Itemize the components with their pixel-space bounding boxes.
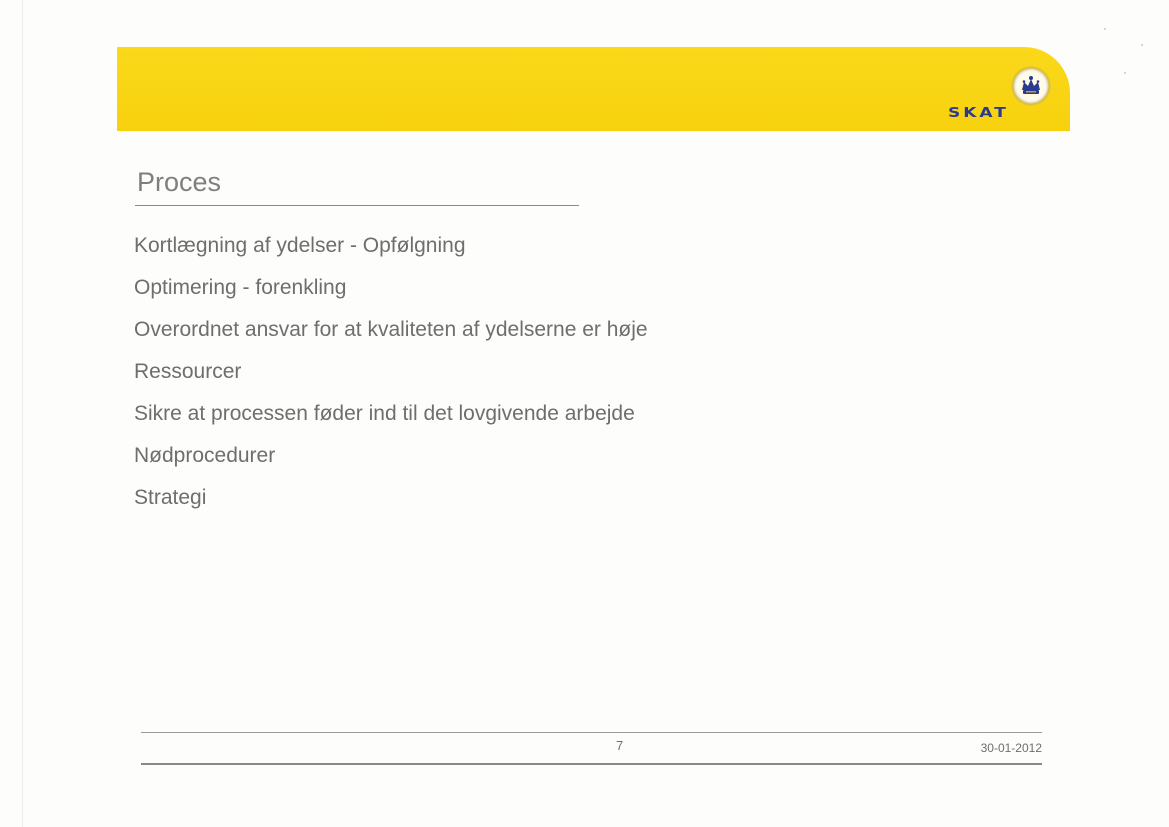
list-item: Sikre at processen føder ind til det lovgivende arbejde xyxy=(134,402,635,425)
page-number: 7 xyxy=(616,738,624,753)
list-item: Kortlægning af ydelser - Opfølgning xyxy=(134,234,466,257)
page-edge-shadow xyxy=(22,0,23,827)
scan-speck xyxy=(1104,28,1106,30)
crown-icon xyxy=(1011,66,1051,106)
slide-title: Proces xyxy=(137,167,222,197)
list-item: Optimering - forenkling xyxy=(134,276,347,299)
footer-top-rule xyxy=(141,732,1042,733)
scan-speck xyxy=(1141,44,1143,46)
list-item: Ressourcer xyxy=(134,360,242,383)
footer-date: 30-01-2012 xyxy=(980,741,1042,755)
skat-logo-text: SKAT xyxy=(948,105,1009,121)
list-item: Nødprocedurer xyxy=(134,444,276,467)
title-underline xyxy=(135,205,579,206)
list-item: Overordnet ansvar for at kvaliteten af ydelserne er høje xyxy=(134,318,648,341)
bullet-list xyxy=(134,230,648,524)
scan-speck xyxy=(1124,72,1126,74)
header-banner xyxy=(117,47,1070,131)
list-item: Strategi xyxy=(134,486,207,509)
footer-bottom-rule xyxy=(141,763,1042,765)
